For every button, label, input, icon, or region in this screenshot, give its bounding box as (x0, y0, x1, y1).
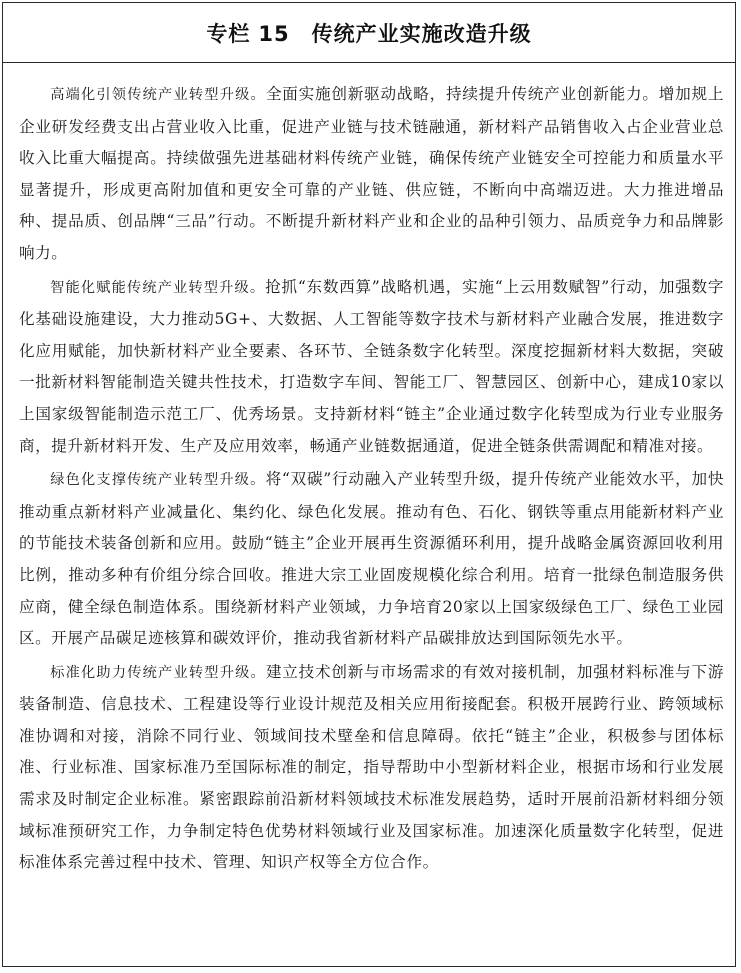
section-text: 建立技术创新与市场需求的有效对接机制，加强材料标准与下游装备制造、信息技术、工程建设等行业设计规范及相关应用衔接配套。积极开展跨行业、跨领域标准协调和对接，消除不同行业、领域间技术壁垒和信息障碍。依托“链主”企业，积极参与团体标准、行业标准、国家标准乃至国际标准的制定，指导帮助中小型新材料企业，根据市场和行业发展需求及时制定企业标准。紧密跟踪前沿新材料领域技术标准发展趋势，适时开展前沿新材料细分领域标准预研究工作，力争制定特色优势材料领域行业及国家标准。加速深化质量数字化转型，促进标准体系完善过程中技术、管理、知识产权等全方位合作。 (19, 662, 724, 872)
feature-box (2, 2, 736, 967)
box-content (3, 63, 735, 879)
box-title-text: 传统产业实施改造升级 (311, 21, 532, 46)
section-standardization (19, 657, 724, 879)
section-text: 全面实施创新驱动战略，持续提升传统产业创新能力。增加规上企业研发经费支出占营业收入比重，促进产业链与技术链融通，新材料产品销售收入占企业营业总收入比重大幅提高。持续做强先进基础材料传统产业链，确保传统产业链安全可控能力和质量水平显著提升，形成更高附加值和更安全可靠的产业链、供应链，不断向中高端迈进。大力推进增品种、提品质、创品牌“三品”行动。不断提升新材料产业和企业的品种引领力、品质竞争力和品牌影响力。 (19, 85, 724, 262)
section-high-end (19, 79, 724, 270)
section-lead: 智能化赋能传统产业转型升级。 (50, 279, 266, 296)
section-lead: 标准化助力传统产业转型升级。 (50, 664, 266, 681)
box-label: 专栏 (206, 21, 251, 46)
section-text: 将“双碳”行动融入产业转型升级，提升传统产业能效水平，加快推动重点新材料产业减量化、集约化、绿色化发展。推动有色、石化、钢铁等重点用能新材料产业的节能技术装备创新和应用。鼓励“链主”企业开展再生资源循环利用，提升战略金属资源回收利用比例，推动多种有价组分综合回收。推进大宗工业固废规模化综合利用。培育一批绿色制造服务供应商，健全绿色制造体系。围绕新材料产业领域，力争培育20家以上国家级绿色工厂、绿色工业园区。开展产品碳足迹核算和碳效评价，推动我省新材料产品碳排放达到国际领先水平。 (19, 470, 724, 648)
section-text: 抢抓“东数西算”战略机遇，实施“上云用数赋智”行动，加强数字化基础设施建设，大力推动5G+、大数据、人工智能等数字技术与新材料产业融合发展，推进数字化应用赋能，加快新材料产业全要素、各环节、全链条数字化转型。深度挖掘新材料大数据，突破一批新材料智能制造关键共性技术，打造数字车间、智能工厂、智慧园区、创新中心，建成10家以上国家级智能制造示范工厂、优秀场景。支持新材料“链主”企业通过数字化转型成为行业专业服务商，提升新材料开发、生产及应用效率，畅通产业链数据通道，促进全链条供需调配和精准对接。 (19, 277, 724, 455)
box-number: 15 (258, 21, 290, 46)
section-lead: 绿色化支撑传统产业转型升级。 (50, 472, 266, 489)
box-title (206, 18, 531, 48)
section-intelligent (19, 272, 724, 463)
box-title-row (3, 3, 735, 63)
section-lead: 高端化引领传统产业转型升级。 (50, 87, 266, 103)
section-green (19, 464, 724, 655)
